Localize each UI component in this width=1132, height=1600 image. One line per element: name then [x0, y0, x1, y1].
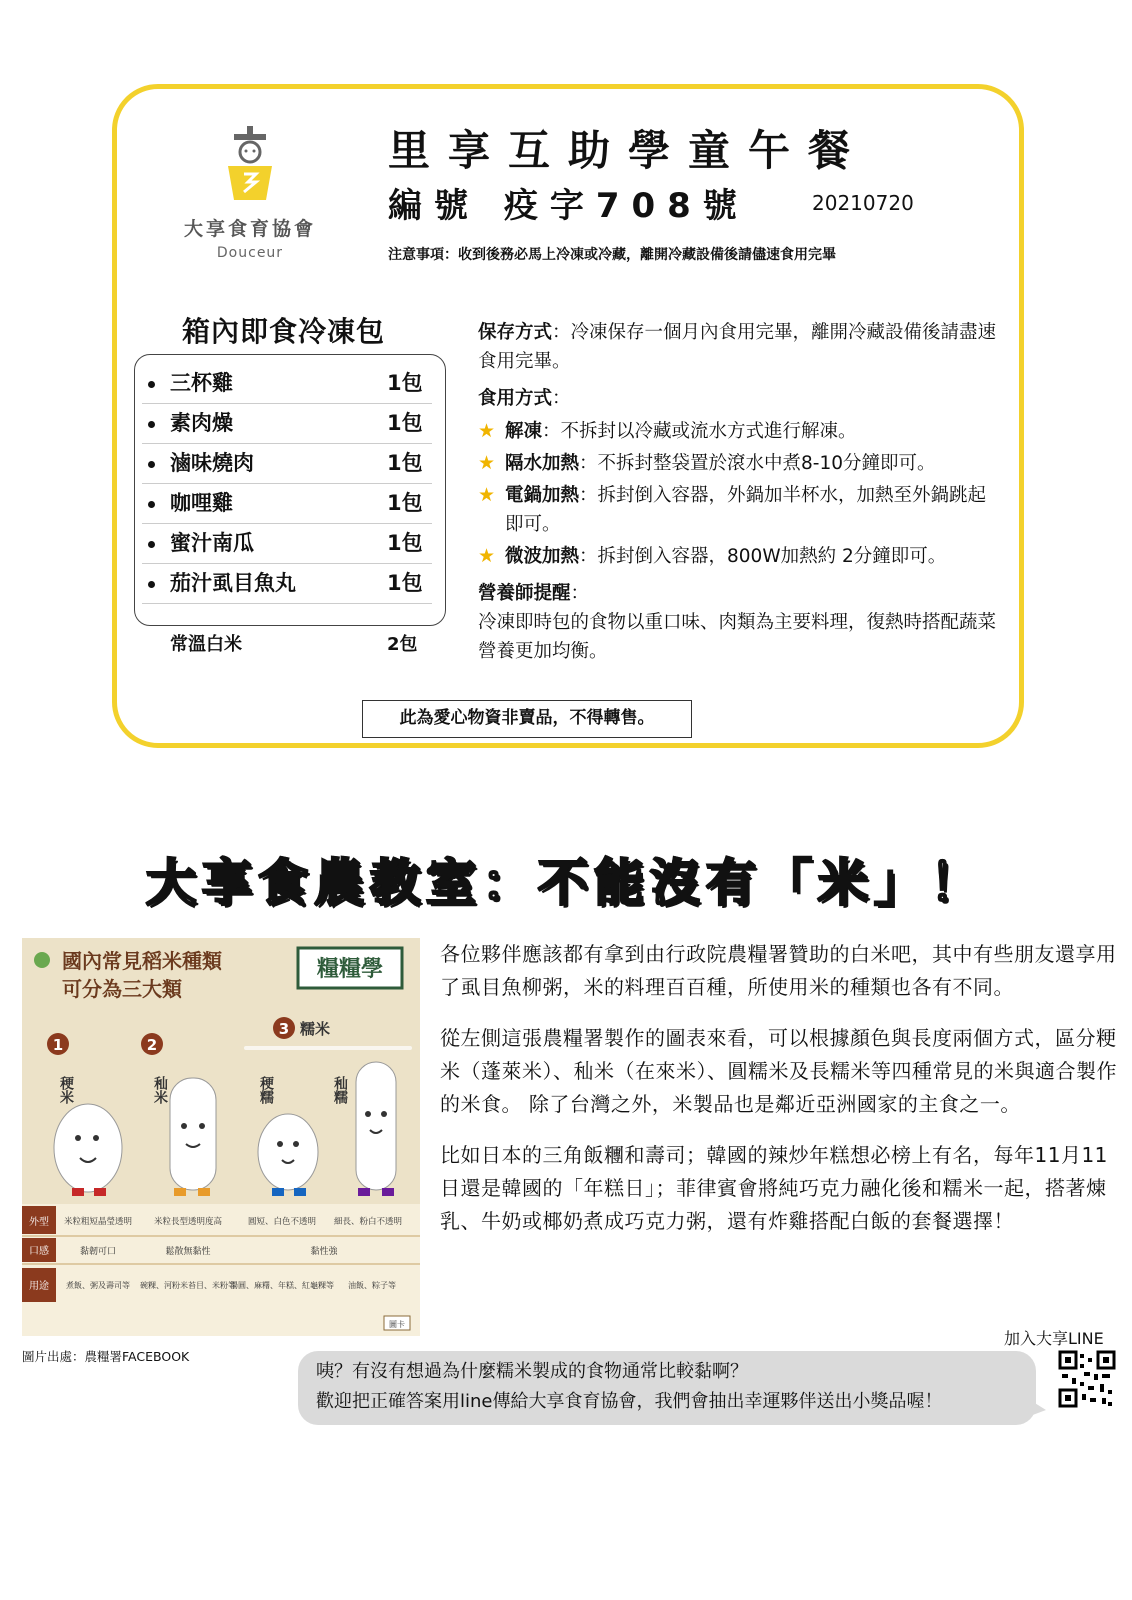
storage-label: 保存方式 [478, 322, 553, 343]
infographic-title-1: 國內常見稻米種類 [62, 949, 222, 973]
table-cell: 煮飯、粥及壽司等 [66, 1281, 130, 1290]
method-item [478, 481, 998, 539]
notice: 注意事項：收到後務必馬上冷凍或冷藏，離開冷藏設備後請儘速食用完畢 [388, 247, 836, 263]
row-label-shape: 外型 [29, 1217, 49, 1228]
table-cell: 米粒長型透明度高 [153, 1217, 223, 1227]
method-text: ：拆封倒入容器，外鍋加半杯水，加熱至外鍋跳起即可。 [505, 485, 987, 535]
bullet-icon [148, 381, 155, 388]
item-name: 滷味燒肉 [170, 451, 254, 475]
rice-num-1: 1 [52, 1036, 64, 1054]
leaf-icon [34, 952, 50, 968]
logo-sub: Douceur [216, 245, 284, 261]
table-cell: 圓短、白色不透明 [247, 1217, 317, 1227]
rice-num-3: 3 [278, 1020, 290, 1038]
usage-label: 食用方式 [478, 388, 553, 409]
star-icon: ★ [478, 420, 496, 442]
list-item [142, 444, 432, 484]
storage-text: ：冷凍保存一個月內食用完畢，離開冷藏設備後請盡速食用完畢。 [478, 322, 997, 372]
rice-name: 常溫白米 [170, 634, 242, 655]
usage-heading [478, 384, 998, 413]
rice-name-1: 稉米 [58, 1076, 74, 1104]
table-cell: 黏性強 [310, 1247, 338, 1257]
rice-name-3: 稉糯 [258, 1076, 274, 1104]
method-text: ：不拆封整袋置於滾水中煮8-10分鐘即可。 [579, 453, 936, 474]
item-name: 素肉燥 [170, 411, 233, 435]
rice-num-2: 2 [146, 1036, 158, 1054]
article [440, 938, 1118, 1256]
star-icon: ★ [478, 545, 496, 567]
usage-colon: ： [552, 388, 571, 409]
list-item [142, 524, 432, 564]
article-paragraph-1: 各位夥伴應該都有拿到由行政院農糧署贊助的白米吧，其中有些朋友還享用了虱目魚柳粥，米的料理百百種，所使用米的種類也各有不同。 [440, 942, 1117, 999]
method-label: 解凍 [505, 421, 543, 442]
logo [170, 126, 330, 276]
pack-title: 箱內即食冷凍包 [182, 315, 386, 348]
method-label: 電鍋加熱 [505, 485, 580, 506]
star-icon: ★ [478, 484, 496, 506]
glutinous-label: 糯米 [300, 1020, 331, 1038]
nutrition-heading [478, 579, 998, 608]
storage [478, 318, 998, 376]
item-qty: 1包 [387, 531, 423, 555]
table-cell: 油飯、粽子等 [348, 1281, 396, 1290]
item-name: 咖哩雞 [170, 491, 233, 515]
rice-name-4: 秈糯 [332, 1076, 348, 1104]
bullet-icon [148, 501, 155, 508]
star-icon: ★ [478, 452, 496, 474]
nutrition-text: 冷凍即時包的食物以重口味、肉類為主要料理，復熱時搭配蔬菜營養更加均衡。 [478, 612, 997, 662]
page-title: 里享互助學童午餐 [388, 126, 869, 175]
instructions [478, 318, 998, 666]
table-cell: 湯圓、麻糬、年糕、紅龜粿等 [230, 1281, 334, 1290]
item-qty: 1包 [387, 371, 423, 395]
row-label-texture: 口感 [29, 1246, 49, 1257]
table-cell: 碗粿、河粉米苔目、米粉等 [140, 1281, 236, 1290]
list-item [142, 484, 432, 524]
article-paragraph-3: 比如日本的三角飯糰和壽司；韓國的辣炒年糕想必榜上有名，每年11月11日還是韓國的「年糕日」；菲律賓會將純巧克力融化後和糯米一起，搭著煉乳、牛奶或椰奶煮成巧克力粥，還有炸雞搭配白飯的套餐選擇！ [440, 1143, 1108, 1233]
table-cell: 黏韌可口 [79, 1247, 117, 1257]
line-join-label: 加入大享LINE [1004, 1329, 1104, 1348]
rice-row [170, 630, 432, 656]
item-name: 蜜汁南瓜 [170, 531, 254, 555]
love-notice: 此為愛心物資非賣品，不得轉售。 [362, 700, 692, 738]
table-cell: 米粒粗短晶瑩透明 [63, 1217, 133, 1227]
rice-character-2-icon [170, 1078, 216, 1196]
logo-name: 大享食育協會 [183, 218, 316, 240]
nutrition-label: 營養師提醒 [478, 583, 571, 604]
line-qr-code-icon[interactable] [1058, 1350, 1116, 1408]
image-credit: 圖片出處：農糧署FACEBOOK [22, 1349, 190, 1364]
article-paragraph-2: 從左側這張農糧署製作的圖表來看，可以根據顏色與長度兩個方式，區分粳米（蓬萊米）、秈米（在來米）、圓糯米及長糯米等四種常見的米與適合製作的米食。 除了台灣之外，米製品也是鄰近亞洲國家的主食之一。 [440, 1026, 1117, 1116]
item-qty: 1包 [387, 491, 423, 515]
quiz-bubble [298, 1351, 1036, 1425]
table-cell: 鬆散無黏性 [165, 1247, 211, 1257]
item-qty: 1包 [387, 411, 423, 435]
list-item [142, 364, 432, 404]
item-name: 茄汁虱目魚丸 [170, 571, 296, 595]
method-item [478, 449, 998, 478]
rice-qty: 2包 [387, 634, 418, 655]
method-text: ：拆封倒入容器，800W加熱約 2分鐘即可。 [579, 546, 947, 567]
logo-emblem-icon [224, 126, 276, 206]
method-text: ：不拆封以冷藏或流水方式進行解凍。 [542, 421, 857, 442]
item-qty: 1包 [387, 451, 423, 475]
method-label: 隔水加熱 [505, 453, 580, 474]
item-name: 三杯雞 [170, 371, 233, 395]
serial-number: 編號 疫字708號 [388, 186, 749, 226]
method-item [478, 417, 998, 446]
classroom-title: 大享食農教室：不能沒有「米」！ [146, 854, 986, 912]
bullet-icon [148, 541, 155, 548]
item-qty: 1包 [387, 571, 423, 595]
rice-character-4-icon [356, 1062, 396, 1196]
badge-text: 糧糧學 [316, 957, 384, 982]
rice-name-2: 秈米 [152, 1076, 168, 1104]
list-item [142, 564, 432, 604]
bubble-tail [1030, 1400, 1046, 1416]
pack-list [142, 364, 432, 604]
bullet-icon [148, 461, 155, 468]
date: 20210720 [812, 191, 914, 215]
bullet-icon [148, 421, 155, 428]
row-label-use: 用途 [29, 1281, 49, 1292]
nutrition-colon: ： [570, 583, 590, 604]
method-item [478, 542, 998, 571]
rice-infographic [22, 938, 420, 1336]
table-cell: 細長、粉白不透明 [333, 1217, 403, 1227]
method-label: 微波加熱 [505, 546, 580, 567]
infographic-title-2: 可分為三大類 [62, 977, 182, 1001]
card-tag: 圖卡 [389, 1320, 405, 1329]
list-item [142, 404, 432, 444]
quiz-question: 咦？有沒有想過為什麼糯米製成的食物通常比較黏啊？ [316, 1361, 748, 1382]
quiz-invite: 歡迎把正確答案用line傳給大享食育協會，我們會抽出幸運夥伴送出小獎品喔！ [316, 1391, 943, 1412]
bullet-icon [148, 581, 155, 588]
